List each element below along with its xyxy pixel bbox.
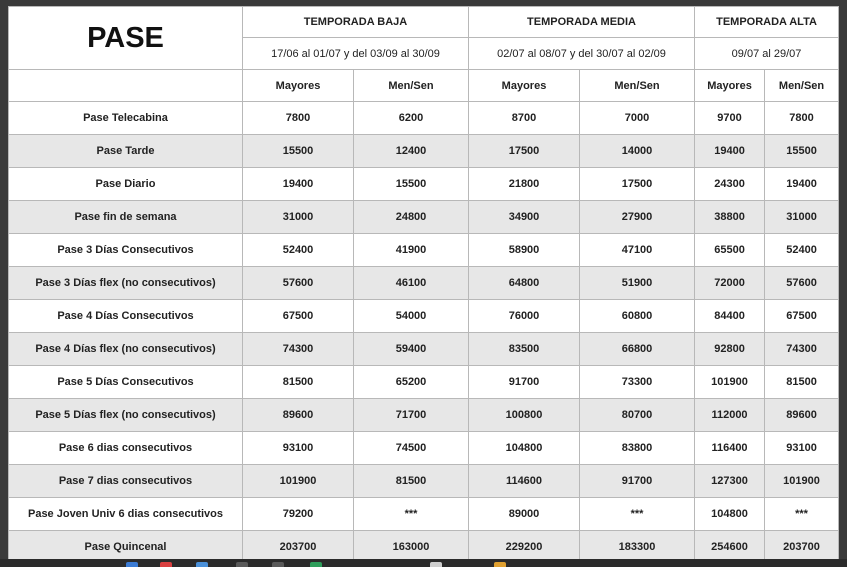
- season-high-dates: 09/07 al 29/07: [695, 38, 839, 70]
- taskbar-app-icon[interactable]: [494, 562, 506, 567]
- subheader-high-minors: Men/Sen: [765, 70, 839, 102]
- price-cell: 79200: [243, 498, 354, 531]
- price-cell: 7800: [243, 102, 354, 135]
- price-cell: 203700: [765, 531, 839, 564]
- price-cell: 89000: [469, 498, 580, 531]
- table-row: [9, 102, 839, 135]
- table-title: PASE: [9, 7, 243, 70]
- price-cell: 71700: [354, 399, 469, 432]
- season-low-header: TEMPORADA BAJA: [243, 7, 469, 38]
- subheader-mid-adults: Mayores: [469, 70, 580, 102]
- price-cell: 74500: [354, 432, 469, 465]
- taskbar: [0, 559, 847, 567]
- price-cell: 17500: [469, 135, 580, 168]
- price-cell: 6200: [354, 102, 469, 135]
- price-cell: 38800: [695, 201, 765, 234]
- price-cell: 24800: [354, 201, 469, 234]
- table-row: [9, 465, 839, 498]
- price-table: [8, 6, 839, 564]
- price-cell: ***: [354, 498, 469, 531]
- taskbar-app-icon[interactable]: [126, 562, 138, 567]
- price-cell: 57600: [243, 267, 354, 300]
- price-cell: 60800: [580, 300, 695, 333]
- pass-name-cell: Pase Quincenal: [9, 531, 243, 564]
- price-cell: 72000: [695, 267, 765, 300]
- price-cell: 74300: [765, 333, 839, 366]
- table-row: [9, 201, 839, 234]
- price-cell: 54000: [354, 300, 469, 333]
- price-cell: 92800: [695, 333, 765, 366]
- price-cell: 24300: [695, 168, 765, 201]
- pass-name-cell: Pase 3 Días flex (no consecutivos): [9, 267, 243, 300]
- price-cell: 64800: [469, 267, 580, 300]
- pass-name-cell: Pase Telecabina: [9, 102, 243, 135]
- price-cell: 31000: [765, 201, 839, 234]
- price-cell: 81500: [243, 366, 354, 399]
- price-cell: 100800: [469, 399, 580, 432]
- price-cell: 84400: [695, 300, 765, 333]
- price-cell: 229200: [469, 531, 580, 564]
- taskbar-app-icon[interactable]: [196, 562, 208, 567]
- price-cell: 66800: [580, 333, 695, 366]
- table-row: [9, 366, 839, 399]
- price-cell: 163000: [354, 531, 469, 564]
- pass-name-cell: Pase Tarde: [9, 135, 243, 168]
- subheader-mid-minors: Men/Sen: [580, 70, 695, 102]
- season-mid-dates: 02/07 al 08/07 y del 30/07 al 02/09: [469, 38, 695, 70]
- price-cell: 93100: [765, 432, 839, 465]
- price-cell: 76000: [469, 300, 580, 333]
- pass-name-cell: Pase Joven Univ 6 dias consecutivos: [9, 498, 243, 531]
- price-cell: 52400: [765, 234, 839, 267]
- price-cell: 7800: [765, 102, 839, 135]
- taskbar-app-icon[interactable]: [272, 562, 284, 567]
- season-low-dates: 17/06 al 01/07 y del 03/09 al 30/09: [243, 38, 469, 70]
- price-cell: 21800: [469, 168, 580, 201]
- table-row: [9, 234, 839, 267]
- pass-name-cell: Pase 7 dias consecutivos: [9, 465, 243, 498]
- price-cell: 114600: [469, 465, 580, 498]
- pass-name-cell: Pase fin de semana: [9, 201, 243, 234]
- subheader-low-adults: Mayores: [243, 70, 354, 102]
- price-cell: 17500: [580, 168, 695, 201]
- price-cell: 74300: [243, 333, 354, 366]
- price-cell: 101900: [243, 465, 354, 498]
- price-cell: 116400: [695, 432, 765, 465]
- header-empty-cell: [9, 70, 243, 102]
- price-cell: 93100: [243, 432, 354, 465]
- pass-name-cell: Pase 5 Días Consecutivos: [9, 366, 243, 399]
- price-cell: 19400: [243, 168, 354, 201]
- price-cell: 59400: [354, 333, 469, 366]
- season-mid-header: TEMPORADA MEDIA: [469, 7, 695, 38]
- price-cell: 15500: [243, 135, 354, 168]
- subheader-low-minors: Men/Sen: [354, 70, 469, 102]
- price-cell: 8700: [469, 102, 580, 135]
- pass-name-cell: Pase Diario: [9, 168, 243, 201]
- taskbar-app-icon[interactable]: [430, 562, 442, 567]
- price-cell: 51900: [580, 267, 695, 300]
- price-cell: 112000: [695, 399, 765, 432]
- price-cell: 47100: [580, 234, 695, 267]
- price-cell: 183300: [580, 531, 695, 564]
- header-row-categories: [9, 70, 839, 102]
- price-cell: 83800: [580, 432, 695, 465]
- table-row: [9, 168, 839, 201]
- price-cell: 203700: [243, 531, 354, 564]
- price-cell: 101900: [765, 465, 839, 498]
- price-cell: 14000: [580, 135, 695, 168]
- price-cell: 91700: [580, 465, 695, 498]
- price-cell: 19400: [765, 168, 839, 201]
- price-cell: 83500: [469, 333, 580, 366]
- price-cell: 9700: [695, 102, 765, 135]
- table-row: [9, 300, 839, 333]
- price-cell: 91700: [469, 366, 580, 399]
- taskbar-app-icon[interactable]: [310, 562, 322, 567]
- price-cell: 41900: [354, 234, 469, 267]
- price-cell: 81500: [354, 465, 469, 498]
- price-cell: 104800: [469, 432, 580, 465]
- price-cell: 104800: [695, 498, 765, 531]
- price-cell: ***: [765, 498, 839, 531]
- price-cell: 12400: [354, 135, 469, 168]
- price-cell: 67500: [765, 300, 839, 333]
- pass-name-cell: Pase 3 Días Consecutivos: [9, 234, 243, 267]
- subheader-high-adults: Mayores: [695, 70, 765, 102]
- table-row: [9, 135, 839, 168]
- price-cell: 65500: [695, 234, 765, 267]
- price-cell: 7000: [580, 102, 695, 135]
- table-row: [9, 267, 839, 300]
- pass-name-cell: Pase 5 Días flex (no consecutivos): [9, 399, 243, 432]
- price-cell: 89600: [243, 399, 354, 432]
- header-row-seasons: [9, 7, 839, 38]
- taskbar-app-icon[interactable]: [236, 562, 248, 567]
- price-cell: 15500: [354, 168, 469, 201]
- season-high-header: TEMPORADA ALTA: [695, 7, 839, 38]
- price-cell: 67500: [243, 300, 354, 333]
- price-cell: 19400: [695, 135, 765, 168]
- table-row: [9, 333, 839, 366]
- price-cell: 127300: [695, 465, 765, 498]
- table-row: [9, 498, 839, 531]
- pass-name-cell: Pase 4 Días flex (no consecutivos): [9, 333, 243, 366]
- price-cell: 58900: [469, 234, 580, 267]
- price-cell: ***: [580, 498, 695, 531]
- table-row: [9, 399, 839, 432]
- price-cell: 73300: [580, 366, 695, 399]
- pass-name-cell: Pase 4 Días Consecutivos: [9, 300, 243, 333]
- price-cell: 57600: [765, 267, 839, 300]
- price-cell: 254600: [695, 531, 765, 564]
- price-cell: 101900: [695, 366, 765, 399]
- price-cell: 31000: [243, 201, 354, 234]
- table-row: [9, 432, 839, 465]
- price-cell: 15500: [765, 135, 839, 168]
- taskbar-app-icon[interactable]: [160, 562, 172, 567]
- price-cell: 34900: [469, 201, 580, 234]
- price-cell: 89600: [765, 399, 839, 432]
- price-cell: 80700: [580, 399, 695, 432]
- price-cell: 65200: [354, 366, 469, 399]
- price-cell: 27900: [580, 201, 695, 234]
- price-cell: 52400: [243, 234, 354, 267]
- pass-name-cell: Pase 6 dias consecutivos: [9, 432, 243, 465]
- price-cell: 46100: [354, 267, 469, 300]
- price-cell: 81500: [765, 366, 839, 399]
